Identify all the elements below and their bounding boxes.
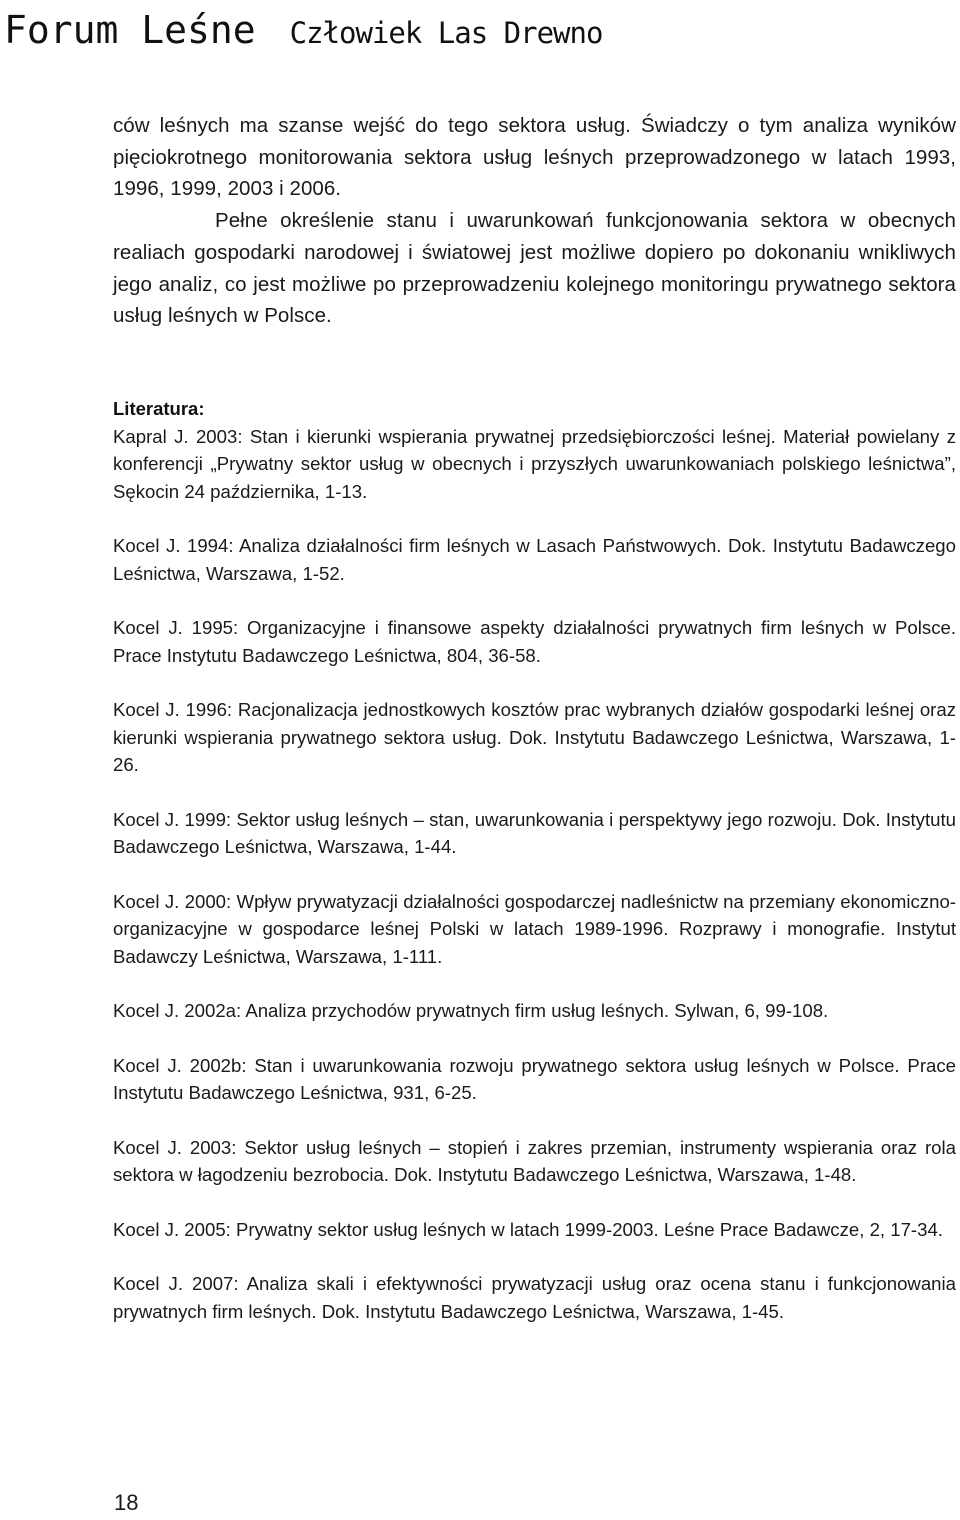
journal-title: Forum Leśne	[4, 8, 256, 52]
reference-item: Kocel J. 2002a: Analiza przychodów prywatnych firm usług leśnych. Sylwan, 6, 99-108.	[113, 1000, 829, 1022]
body-paragraph: Pełne określenie stanu i uwarunkowań funkcjonowania sektora w obecnych realiach gospodarki narodowej i światowej jest możliwe dopiero po dokonaniu wnikliwych jego analiz, co jest możliwe po przeprowadzeniu kolejnego monitoringu prywatnego sektora usług leśnych w Polsce.	[113, 209, 956, 328]
reference-item: Kocel J. 2002b: Stan i uwarunkowania rozwoju prywatnego sektora usług leśnych w Polsce. Prace Instytutu Badawczego Leśnictwa, 931, 6-25.	[113, 1054, 956, 1104]
reference-item: Kocel J. 1996: Racjonalizacja jednostkowych kosztów prac wybranych działów gospodarki leśnej oraz kierunki wspierania prywatnego sektora usług. Dok. Instytutu Badawczego Leśnictwa, Warszawa, 1-26.	[113, 699, 956, 776]
reference-item: Kocel J. 2007: Analiza skali i efektywności prywatyzacji usług oraz ocena stanu i funkcjonowania prywatnych firm leśnych. Dok. Instytutu Badawczego Leśnictwa, Warszawa, 1-45.	[113, 1273, 956, 1322]
reference-item: Kocel J. 2003: Sektor usług leśnych – stopień i zakres przemian, instrumenty wspierania oraz rola sektora w łagodzeniu bezrobocia. Dok. Instytutu Badawczego Leśnictwa, Warszawa, 1-48.	[113, 1136, 956, 1186]
journal-header	[4, 8, 602, 58]
journal-subtitle: Człowiek Las Drewno	[289, 16, 603, 50]
literature-heading: Literatura:	[113, 397, 205, 419]
body-paragraph: ców leśnych ma szanse wejść do tego sektora usług. Świadczy o tym analiza wyników pięciokrotnego monitorowania sektora usług leśnych przeprowadzonego w latach 1993, 1996, 1999, 2003 i 2006.	[113, 114, 956, 201]
reference-item: Kocel J. 1999: Sektor usług leśnych – stan, uwarunkowania i perspektywy jego rozwoju. Dok. Instytutu Badawczego Leśnictwa, Warszawa, 1-44.	[113, 808, 956, 858]
reference-item: Kapral J. 2003: Stan i kierunki wspierania prywatnej przedsiębiorczości leśnej. Materiał powielany z konferencji „Prywatny sektor usług w obecnych i przyszłych uwarunkowaniach polskiego leśnictwa”, Sękocin 24 października, 1-13.	[113, 425, 956, 502]
reference-item: Kocel J. 2000: Wpływ prywatyzacji działalności gospodarczej nadleśnictw na przemiany ekonomiczno-organizacyjne w gospodarce leśnej Polski w latach 1989-1996. Rozprawy i monografie. Instytut Badawczy Leśnictwa, Warszawa, 1-111.	[113, 890, 956, 967]
reference-item: Kocel J. 2005: Prywatny sektor usług leśnych w latach 1999-2003. Leśne Prace Badawcze, 2, 17-34.	[113, 1218, 943, 1240]
reference-list	[113, 423, 956, 1326]
reference-item: Kocel J. 1994: Analiza działalności firm leśnych w Lasach Państwowych. Dok. Instytutu Badawczego Leśnictwa, Warszawa, 1-52.	[113, 535, 956, 584]
page-content	[113, 110, 956, 1352]
page-number: 18	[114, 1490, 139, 1515]
reference-item: Kocel J. 1995: Organizacyjne i finansowe aspekty działalności prywatnych firm leśnych w Polsce. Prace Instytutu Badawczego Leśnictwa, 804, 36-58.	[113, 617, 956, 666]
